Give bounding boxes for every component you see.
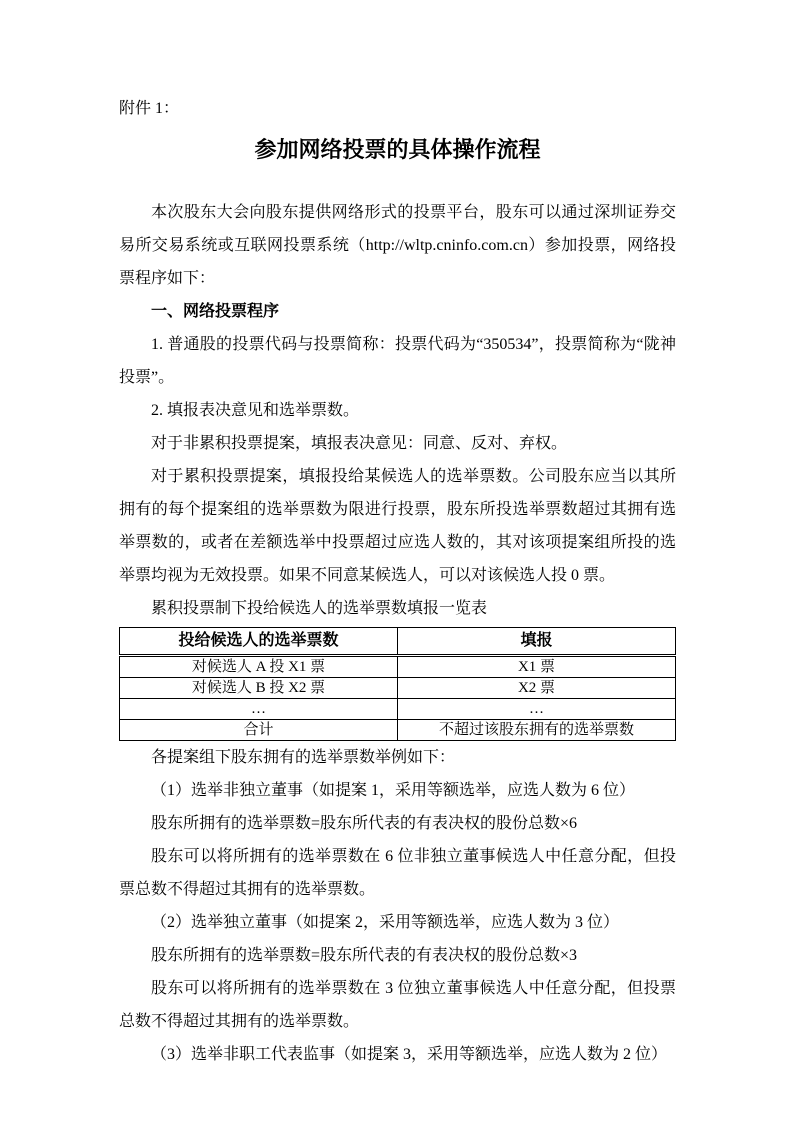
example-1-note: 股东可以将所拥有的选举票数在 6 位非独立董事候选人中任意分配，但投票总数不得超过其拥有的选举票数。: [119, 848, 676, 898]
table-row: [120, 656, 676, 678]
table-header-fill: 填报: [398, 628, 676, 656]
example-1-formula: 股东所拥有的选举票数=股东所代表的有表决权的股份总数×6: [151, 815, 578, 832]
table-cell: 不超过该股东拥有的选举票数: [398, 720, 676, 741]
table-cell: 对候选人 A 投 X1 票: [120, 656, 398, 678]
table-row: [120, 699, 676, 720]
example-2-note: 股东可以将所拥有的选举票数在 3 位独立董事候选人中任意分配，但投票总数不得超过其拥有的选举票数。: [119, 980, 676, 1030]
table-cell: 对候选人 B 投 X2 票: [120, 678, 398, 699]
table-caption: 累积投票制下投给候选人的选举票数填报一览表: [151, 600, 488, 617]
table-row: [120, 678, 676, 699]
intro-paragraph: 本次股东大会向股东提供网络形式的投票平台，股东可以通过深圳证券交易所交易系统或互联网投票系统（http://wltp.cninfo.com.cn）参加投票，网络投票程序如下：: [119, 204, 676, 287]
table-cell: X2 票: [398, 678, 676, 699]
voting-code-paragraph: 1. 普通股的投票代码与投票简称：投票代码为“350534”，投票简称为“陇神投票”。: [119, 336, 676, 386]
section-1-heading: 一、网络投票程序: [151, 303, 280, 320]
examples-intro-paragraph: 各提案组下股东拥有的选举票数举例如下：: [151, 749, 456, 766]
attachment-label: 附件 1：: [119, 100, 180, 117]
table-cell: …: [120, 699, 398, 720]
table-cell: X1 票: [398, 656, 676, 678]
fill-in-instructions-paragraph: 2. 填报表决意见和选举票数。: [151, 402, 360, 419]
document-title: 参加网络投票的具体操作流程: [254, 137, 541, 162]
table-header-votes: 投给候选人的选举票数: [120, 628, 398, 656]
example-2-formula: 股东所拥有的选举票数=股东所代表的有表决权的股份总数×3: [151, 947, 578, 964]
ballot-fill-table: [119, 627, 676, 741]
cumulative-paragraph: 对于累积投票提案，填报投给某候选人的选举票数。公司股东应当以其所拥有的每个提案组的选举票数为限进行投票，股东所投选举票数超过其拥有选举票数的，或者在差额选举中投票超过应选人数的，其对该项提案组所投的选举票均视为无效投票。如果不同意某候选人，可以对该候选人投 0 票。: [119, 468, 676, 584]
table-row: [120, 720, 676, 741]
example-2-title: （2）选举独立董事（如提案 2，采用等额选举，应选人数为 3 位）: [151, 914, 620, 931]
table-header-row: [120, 628, 676, 656]
non-cumulative-paragraph: 对于非累积投票提案，填报表决意见：同意、反对、弃权。: [151, 435, 568, 452]
example-1-title: （1）选举非独立董事（如提案 1，采用等额选举，应选人数为 6 位）: [151, 782, 636, 799]
table-cell: 合计: [120, 720, 398, 741]
example-3-title: （3）选举非职工代表监事（如提案 3，采用等额选举，应选人数为 2 位）: [151, 1046, 668, 1063]
table-cell: …: [398, 699, 676, 720]
